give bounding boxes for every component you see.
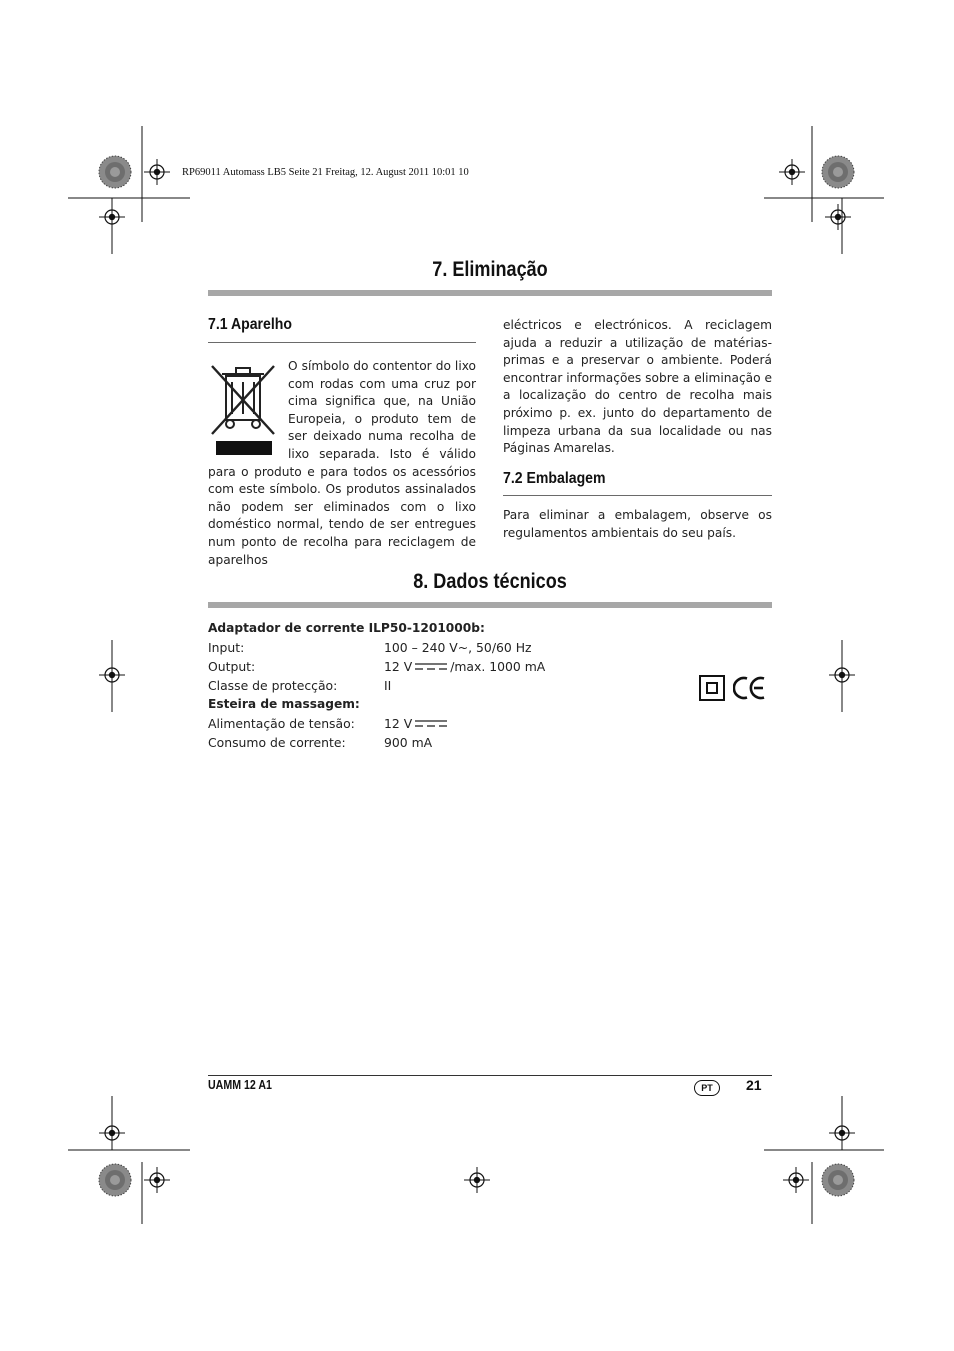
language-badge: PT xyxy=(694,1080,720,1096)
spec-label: Alimentação de tensão: xyxy=(208,716,355,731)
spec-label: Output: xyxy=(208,659,256,674)
section-8-title: 8. Dados técnicos xyxy=(413,570,567,593)
spec-label: Classe de protecção: xyxy=(208,678,338,693)
spec-value: 900 mA xyxy=(384,735,433,750)
subsection-7-1-title: 7.1 Aparelho xyxy=(208,316,292,333)
spec-label: Input: xyxy=(208,640,245,655)
dc-symbol-icon xyxy=(414,663,448,670)
subsection-7-1-rule xyxy=(208,342,476,343)
dc-symbol-icon xyxy=(414,720,448,727)
section-7-rule xyxy=(208,290,772,296)
subsection-7-2-rule xyxy=(503,495,772,496)
footer-model: UAMM 12 A1 xyxy=(208,1078,272,1092)
spec-label: Consumo de corrente: xyxy=(208,735,346,750)
aparelho-paragraph: O símbolo do contentor do lixo com rodas com uma cruz por cima significa que, na União Europeia, o produto tem de ser deixado numa recolha de lixo separada. Isto é válido para o produto e para todos os acessórios com este símbolo. Os produtos assinalados não podem ser eliminados com o lixo doméstico normal, tendo de ser entregues num ponto de recolha para reciclagem de aparelhos xyxy=(208,359,476,567)
section-8-rule xyxy=(208,602,772,608)
embalagem-text: Para eliminar a embalagem, observe os regulamentos ambientais do seu país. xyxy=(503,508,772,540)
print-header: RP69011 Automass LB5 Seite 21 Freitag, 12. August 2011 10:01 10 xyxy=(182,167,469,178)
subsection-7-1-text-left xyxy=(208,358,476,569)
ce-mark-icon xyxy=(733,676,767,700)
subsection-7-2-title: 7.2 Embalagem xyxy=(503,470,606,487)
spec-value: 100 – 240 V~, 50/60 Hz xyxy=(384,640,532,655)
class-ii-double-square-icon xyxy=(699,675,725,701)
footer-rule xyxy=(208,1075,772,1076)
subsection-7-1-text-right xyxy=(503,317,772,458)
spec-value: 12 V xyxy=(384,714,450,733)
aparelho-paragraph-cont: eléctricos e electrónicos. A reciclagem ajuda a reduzir a utilização de matérias-primas e a preservar o ambiente. Poderá encontrar informações sobre a eliminação e a localização do centro de recolha mais próximo p. ex. junto do departamento de limpeza urbana da sua localidade ou nas Páginas Amarelas. xyxy=(503,318,772,456)
spec-value: II xyxy=(384,678,392,693)
spec-value: 12 V /max. 1000 mA xyxy=(384,659,546,674)
page-number: 21 xyxy=(746,1077,762,1093)
section-7-title: 7. Eliminação xyxy=(432,258,548,281)
